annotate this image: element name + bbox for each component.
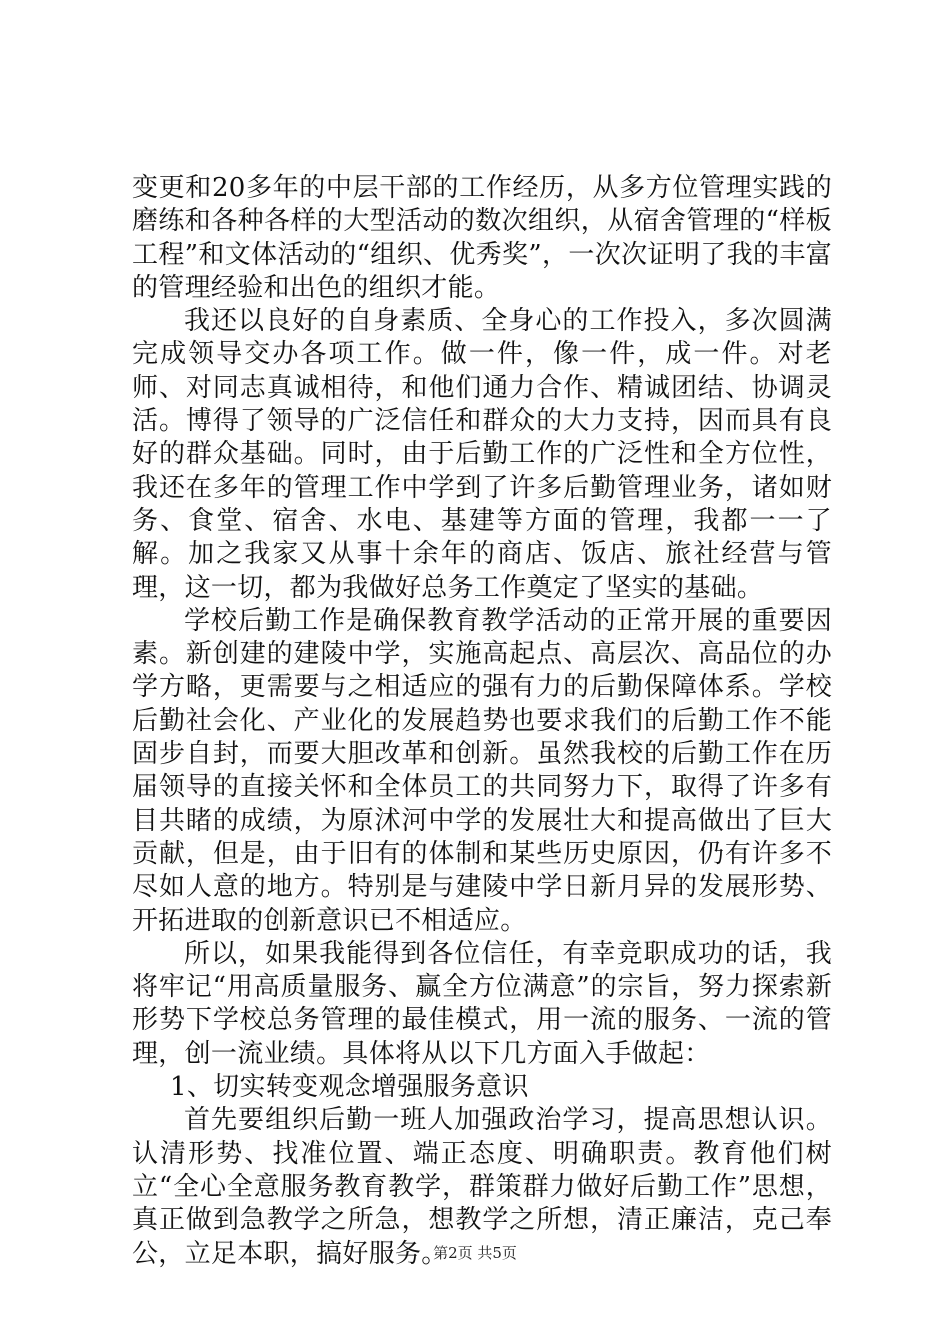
paragraph-continuation: 变更和20多年的中层干部的工作经历，从多方位管理实践的磨练和各种各样的大型活动的数次组织，从宿舍管理的“样板工程”和文体活动的“组织、优秀奖”，一次次证明了我的丰富的管理经验和出色的组织才能。 (132, 173, 832, 303)
document-body (132, 172, 832, 1271)
paragraph-logistics-importance: 学校后勤工作是确保教育教学活动的正常开展的重要因素。新创建的建陵中学，实施高起点、高层次、高品位的办学方略，更需要与之相适应的强有力的后勤保障体系。学校后勤社会化、产业化的发展趋势也要求我们的后勤工作不能固步自封，而要大胆改革和创新。虽然我校的后勤工作在历届领导的直接关怀和全体员工的共同努力下，取得了许多有目共睹的成绩，为原沭河中学的发展壮大和提高做出了巨大贡献，但是，由于旧有的体制和某些历史原因，仍有许多不尽如人意的地方。特别是与建陵中学日新月异的发展形势、开拓进取的创新意识已不相适应。 (132, 605, 832, 936)
paragraph-qualifications: 我还以良好的自身素质、全身心的工作投入，多次圆满完成领导交办各项工作。做一件，像一件，成一件。对老师、对同志真诚相待，和他们通力合作、精诚团结、协调灵活。博得了领导的广泛信任和群众的大力支持，因而具有良好的群众基础。同时，由于后勤工作的广泛性和全方位性，我还在多年的管理工作中学到了许多后勤管理业务，诸如财务、食堂、宿舍、水电、基建等方面的管理，我都一一了解。加之我家又从事十余年的商店、饭店、旅社经营与管理，这一切，都为我做好总务工作奠定了坚实的基础。 (132, 306, 832, 603)
section-heading-1: 1、切实转变观念增强服务意识 (170, 1072, 529, 1103)
paragraph-commitment: 所以，如果我能得到各位信任，有幸竞职成功的话，我将牢记“用高质量服务、赢全方位满意”的宗旨，努力探索新形势下学校总务管理的最佳模式，用一流的服务、一流的管理，创一流业绩。具体将从以下几方面入手做起： (132, 938, 832, 1069)
page-number-footer: 第2页 共5页 (433, 1244, 517, 1262)
paragraph-service-awareness: 首先要组织后勤一班人加强政治学习，提高思想认识。认清形势、找准位置、端正态度、明确职责。教育他们树立“全心全意服务教育教学，群策群力做好后勤工作”思想，真正做到急教学之所急，想教学之所想，清正廉洁，克己奉公，立足本职，搞好服务。 (132, 1105, 832, 1269)
